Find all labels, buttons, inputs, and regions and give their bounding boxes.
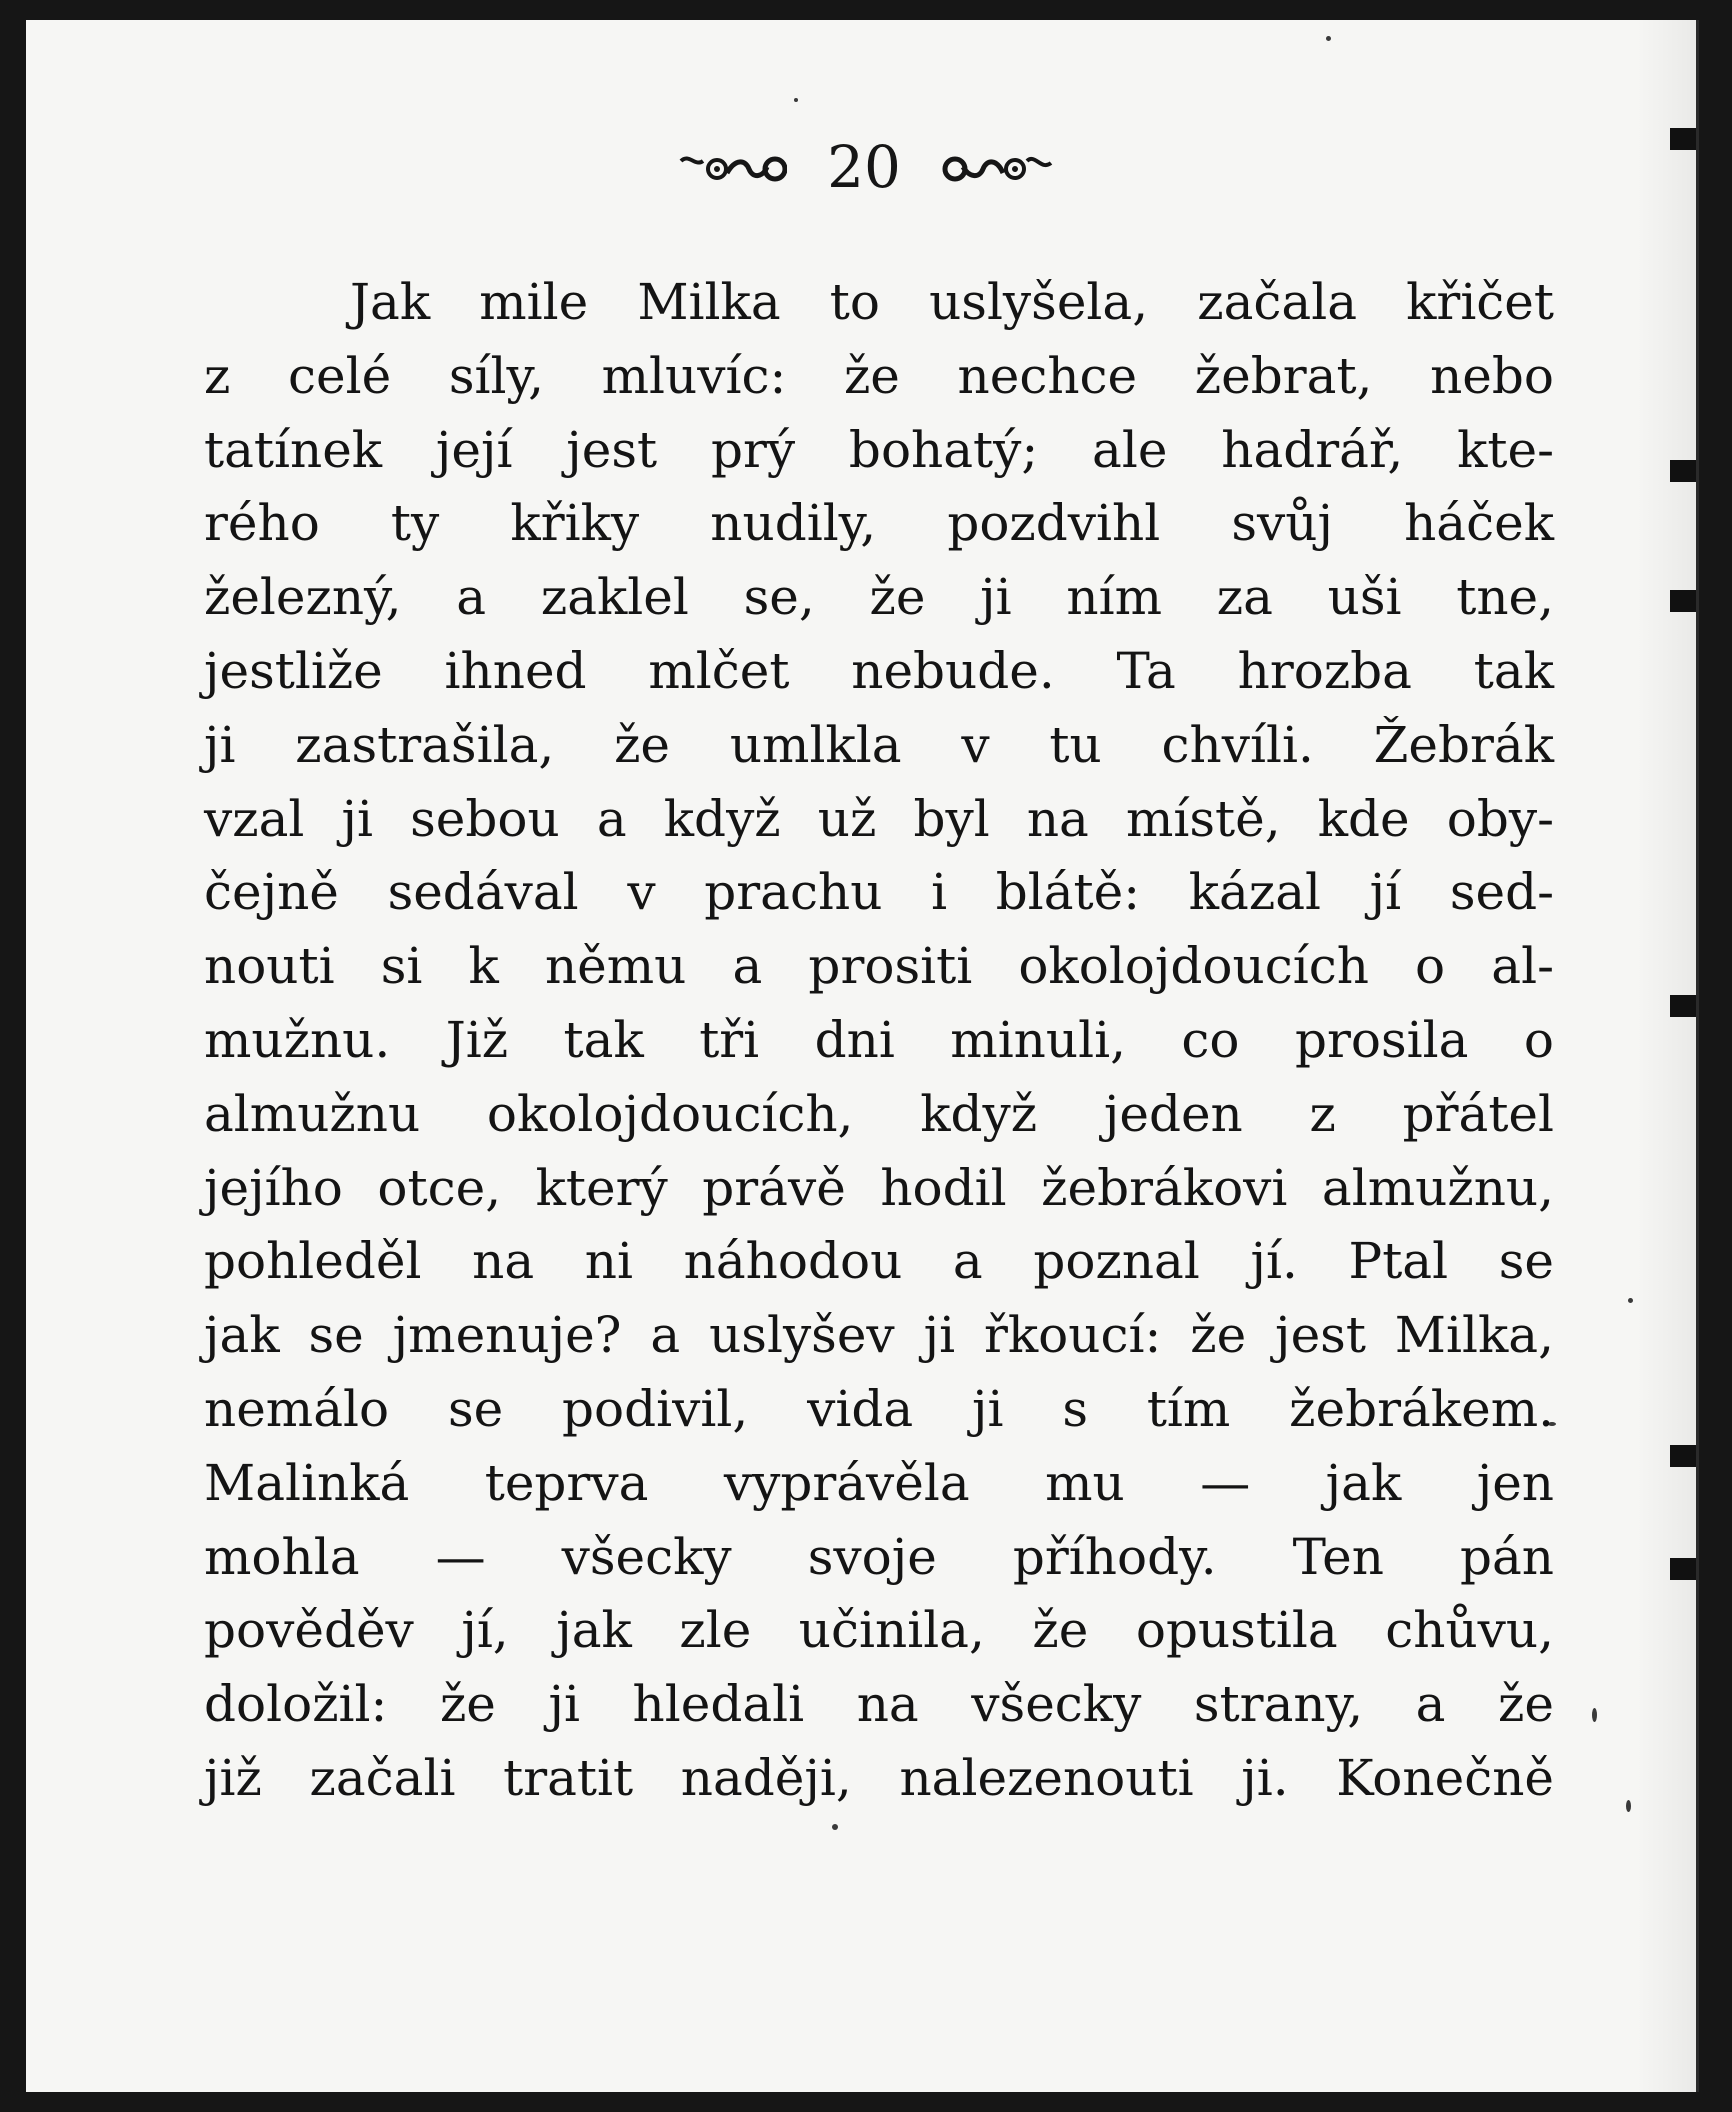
text-line: nemálo se podivil, vida ji s tím žebrákem.	[204, 1379, 1554, 1438]
print-speck	[1592, 1708, 1597, 1722]
text-line: tatínek její jest prý bohatý; ale hadrář, kte-	[204, 420, 1554, 479]
body-paragraph	[204, 266, 1554, 1816]
text-line: čejně sedával v prachu i blátě: kázal jí sed-	[204, 863, 1554, 922]
binding-mark	[1670, 590, 1696, 612]
page-header	[0, 128, 1732, 201]
text-line: vzal ji sebou a když už byl na místě, kde oby-	[204, 789, 1554, 848]
text-line: ji zastrašila, že umlkla v tu chvíli. Žebrák	[204, 715, 1554, 774]
print-speck	[1626, 1800, 1631, 1812]
text-line: Malinká teprva vyprávěla mu — jak jen	[204, 1453, 1554, 1512]
binding-mark	[1670, 460, 1696, 482]
text-line: jak se jmenuje? a uslyšev ji řkoucí: že jest Milka,	[204, 1306, 1554, 1365]
ornament-left-icon	[679, 133, 787, 201]
binding-mark	[1670, 1445, 1696, 1467]
ornament-right-icon	[941, 133, 1053, 201]
text-line: nouti si k němu a prositi okolojdoucích o al-	[204, 937, 1554, 996]
page-number: 20	[827, 132, 901, 201]
text-line: již začali tratit naději, nalezenouti ji. Konečně	[204, 1748, 1554, 1807]
page-edge-shadow	[1636, 20, 1696, 2092]
print-speck	[1326, 36, 1331, 41]
text-line: mužnu. Již tak tři dni minuli, co prosila o	[204, 1010, 1554, 1069]
text-line: železný, a zaklel se, že ji ním za uši tne,	[204, 568, 1554, 627]
print-speck	[794, 98, 798, 102]
text-line: doložil: že ji hledali na všecky strany, a že	[204, 1675, 1554, 1734]
text-line: Jak mile Milka to uslyšela, začala křičet	[350, 273, 1554, 331]
binding-mark	[1670, 1558, 1696, 1580]
text-line: rého ty křiky nudily, pozdvihl svůj háček	[204, 494, 1554, 553]
text-line: z celé síly, mluvíc: že nechce žebrat, nebo	[204, 346, 1554, 405]
print-speck	[1628, 1298, 1633, 1303]
text-line: mohla — všecky svoje příhody. Ten pán	[204, 1527, 1554, 1586]
text-line: almužnu okolojdoucích, když jeden z přátel	[204, 1084, 1554, 1143]
text-line: pověděv jí, jak zle učinila, že opustila chůvu,	[204, 1601, 1554, 1660]
print-speck	[832, 1824, 838, 1830]
text-line: jestliže ihned mlčet nebude. Ta hrozba tak	[204, 641, 1554, 700]
text-line: jejího otce, který právě hodil žebrákovi almužnu,	[204, 1158, 1554, 1217]
text-line: pohleděl na ni náhodou a poznal jí. Ptal se	[204, 1232, 1554, 1291]
binding-mark	[1670, 995, 1696, 1017]
